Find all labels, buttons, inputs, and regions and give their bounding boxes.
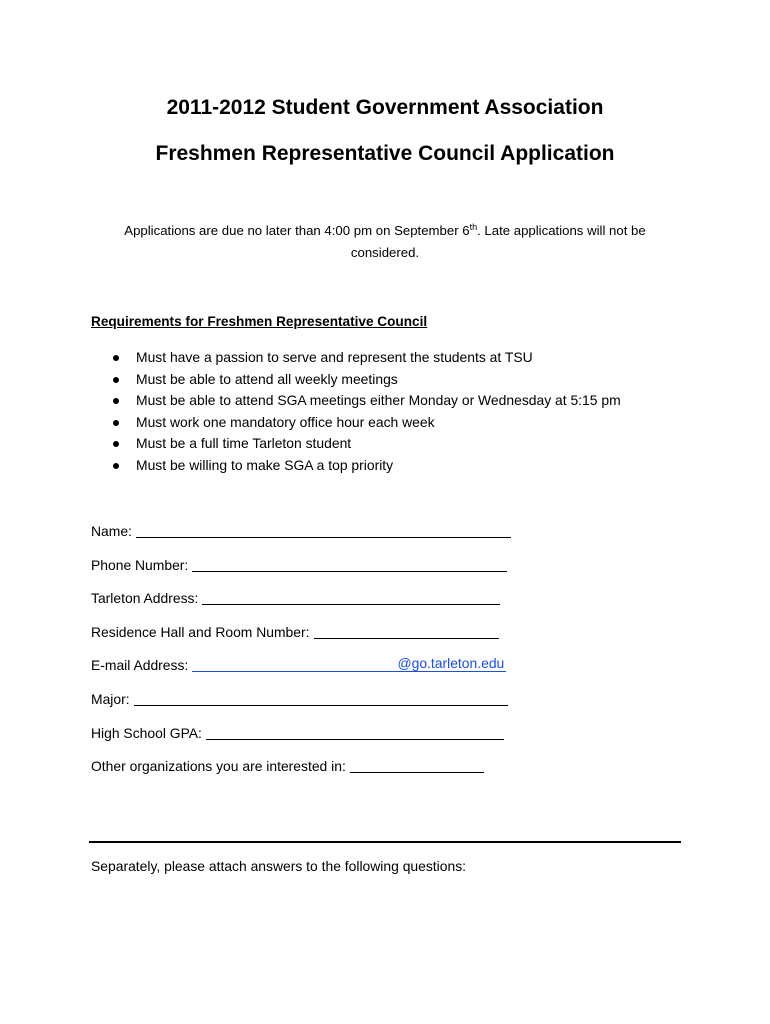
residence-label: Residence Hall and Room Number:: [91, 623, 310, 640]
email-label: E-mail Address:: [91, 657, 189, 674]
bullet-icon: [113, 377, 119, 383]
requirements-list: [0, 347, 770, 477]
gpa-field: [91, 722, 531, 756]
requirement-text: Must be able to attend SGA meetings either Monday or Wednesday at 5:15 pm: [136, 392, 621, 409]
bullet-icon: [113, 355, 119, 361]
application-form-fields: [91, 520, 531, 789]
tarleton-address-blank[interactable]: [202, 587, 500, 605]
email-blank[interactable]: [192, 654, 506, 672]
phone-blank[interactable]: [192, 554, 507, 572]
attach-instructions: Separately, please attach answers to the following questions:: [91, 858, 467, 874]
deadline-notice: [100, 220, 670, 264]
residence-field: [91, 621, 531, 655]
bullet-icon: [113, 420, 119, 426]
requirement-item: [0, 390, 770, 412]
deadline-notice-superscript: th: [469, 222, 478, 232]
name-label: Name:: [91, 523, 132, 539]
organizations-label: Other organizations you are interested in:: [91, 758, 346, 775]
phone-field: [91, 554, 531, 588]
requirement-text: Must be able to attend all weekly meetings: [136, 370, 398, 387]
major-field: [91, 688, 531, 722]
phone-label: Phone Number:: [91, 556, 189, 573]
residence-blank[interactable]: [314, 621, 499, 639]
requirement-item: [0, 347, 770, 369]
bullet-icon: [113, 463, 119, 469]
bullet-icon: [113, 441, 119, 447]
major-blank[interactable]: [134, 688, 508, 706]
requirement-item: [0, 412, 770, 434]
requirement-text: Must be a full time Tarleton student: [136, 435, 352, 452]
organizations-field: [91, 755, 531, 789]
requirements-heading: Requirements for Freshmen Representative Council: [91, 314, 428, 329]
document-subtitle: Freshmen Representative Council Application: [155, 142, 615, 165]
bullet-icon: [113, 398, 119, 404]
requirement-item: [0, 455, 770, 477]
major-label: Major:: [91, 690, 130, 707]
gpa-blank[interactable]: [206, 722, 504, 740]
requirement-item: [0, 433, 770, 455]
email-domain-link: @go.tarleton.edu: [397, 655, 505, 672]
deadline-notice-text-end: . Late applications will not be considered.: [350, 223, 646, 260]
requirement-text: Must work one mandatory office hour each week: [136, 413, 435, 430]
tarleton-address-label: Tarleton Address:: [91, 590, 199, 607]
tarleton-address-field: [91, 587, 531, 621]
email-field: [91, 654, 531, 688]
requirement-item: [0, 369, 770, 391]
gpa-label: High School GPA:: [91, 724, 202, 741]
name-field: [91, 520, 531, 554]
requirement-text: Must have a passion to serve and represent the students at TSU: [136, 349, 533, 365]
requirement-text: Must be willing to make SGA a top priority: [136, 456, 394, 473]
document-title: 2011-2012 Student Government Association: [166, 96, 604, 119]
section-divider: [89, 841, 681, 843]
organizations-blank[interactable]: [350, 755, 484, 773]
name-blank[interactable]: [136, 520, 511, 538]
deadline-notice-text: Applications are due no later than 4:00 pm on September 6: [124, 223, 470, 238]
